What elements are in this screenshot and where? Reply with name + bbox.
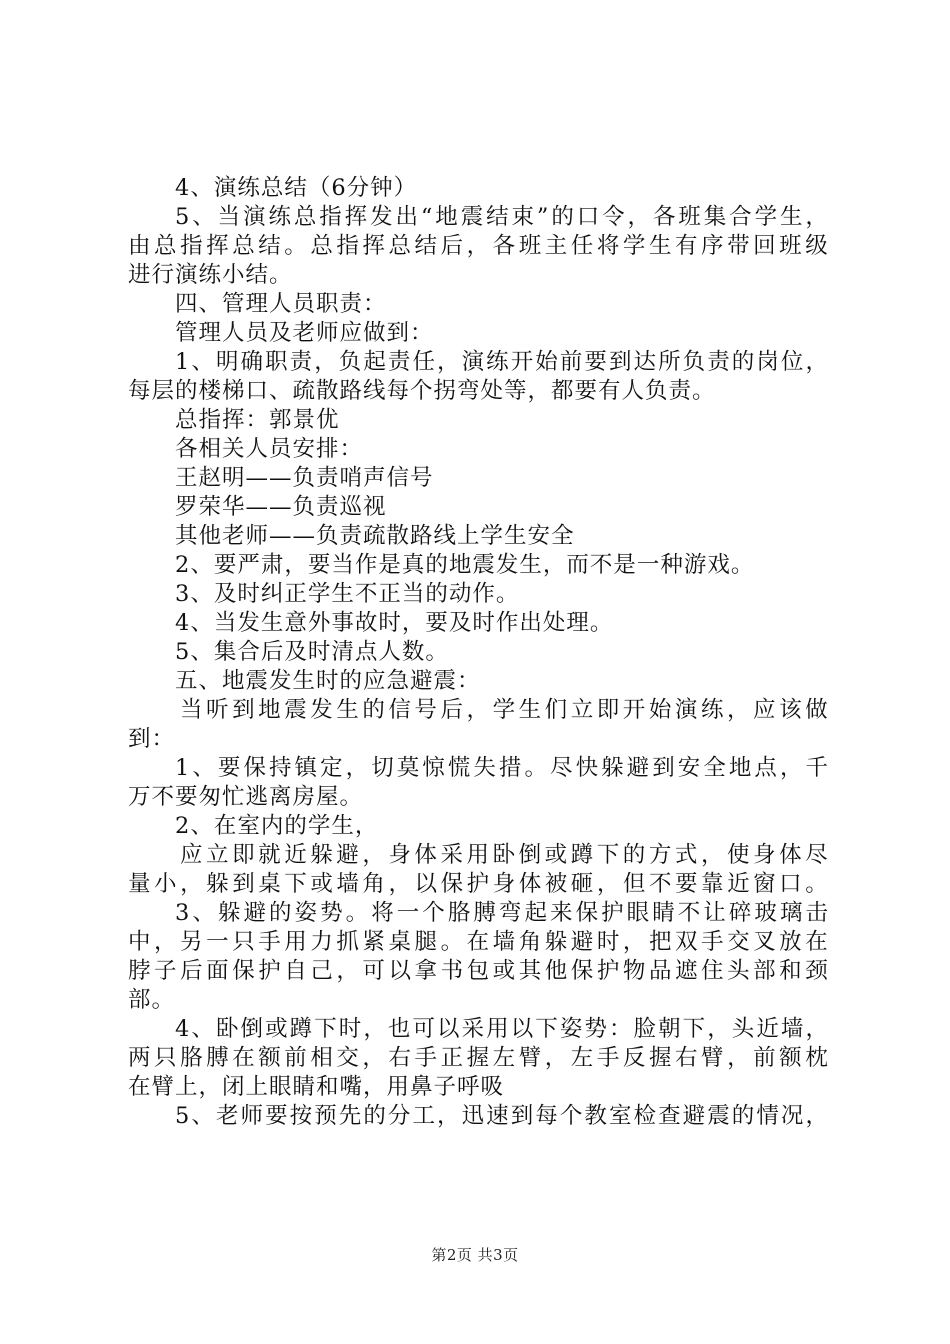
paragraph-line: 其他老师——负责疏散路线上学生安全 <box>175 523 575 549</box>
page-number: 第2页 共3页 <box>431 1246 519 1264</box>
paragraph-line: 每层的楼梯口、疏散路线每个拐弯处等，都要有人负责。 <box>128 378 716 404</box>
paragraph-line: 中 ， 另 一 只 手 用 力 抓 紧 桌 腿 。 在 墙 角 躲 避 时 ， 把 双 手 交 叉 放 在 <box>128 929 828 955</box>
paragraph-line: 2、在室内的学生， <box>175 813 379 839</box>
paragraph-line: 3 、 躲 避 的 姿 势 。 将 一 个 胳 膊 弯 起 来 保 护 眼 睛 不 让 碎 玻 璃 击 <box>175 900 828 926</box>
paragraph-line: 王赵明——负责哨声信号 <box>175 465 434 491</box>
document-body <box>128 174 828 1131</box>
paragraph-line: 5 、 老 师 要 按 预 先 的 分 工 ， 迅 速 到 每 个 教 室 检 查 避 震 的 情 况 ， <box>175 1103 828 1129</box>
paragraph-line: 万不要匆忙逃离房屋。 <box>128 784 364 810</box>
paragraph-line: 由 总 指 挥 总 结 。 总 指 挥 总 结 后 ， 各 班 主 任 将 学 生 有 序 带 回 班 级 <box>128 233 828 259</box>
paragraph-line: 2、要严肃，要当作是真的地震发生，而不是一种游戏。 <box>175 552 755 578</box>
paragraph-line: 1 、 要 保 持 镇 定 ， 切 莫 惊 慌 失 措 。 尽 快 躲 避 到 安 全 地 点 ， 千 <box>175 755 828 781</box>
paragraph-line: 罗荣华——负责巡视 <box>175 494 387 520</box>
paragraph-line: 1 、 明 确 职 责 ， 负 起 责 任 ， 演 练 开 始 前 要 到 达 所 负 责 的 岗 位 ， <box>175 349 828 375</box>
paragraph-line: 4、演练总结（6分钟） <box>175 175 418 201</box>
paragraph-line: 脖 子 后 面 保 护 自 己 ， 可 以 拿 书 包 或 其 他 保 护 物 品 遮 住 头 部 和 颈 <box>128 958 828 984</box>
paragraph-line: 当 听 到 地 震 发 生 的 信 号 后 ， 学 生 们 立 即 开 始 演 练 ， 应 该 做 <box>180 697 828 723</box>
paragraph-line: 部。 <box>128 987 176 1013</box>
section-heading: 四、管理人员职责： <box>175 291 387 317</box>
paragraph-line: 3、及时纠正学生不正当的动作。 <box>175 581 520 607</box>
paragraph-line: 进行演练小结。 <box>128 262 293 288</box>
paragraph-line: 总指挥：郭景优 <box>175 407 340 433</box>
paragraph-line: 4 、 卧 倒 或 蹲 下 时 ， 也 可 以 采 用 以 下 姿 势 ： 脸 朝 下 ， 头 近 墙 ， <box>175 1016 828 1042</box>
paragraph-line: 应 立 即 就 近 躲 避 ， 身 体 采 用 卧 倒 或 蹲 下 的 方 式 ， 使 身 体 尽 <box>180 842 828 868</box>
paragraph-line: 到： <box>128 726 176 752</box>
paragraph-line: 在臂上，闭上眼睛和嘴，用鼻子呼吸 <box>128 1074 505 1100</box>
paragraph-line: 5、集合后及时清点人数。 <box>175 639 449 665</box>
paragraph-line: 5 、 当 演 练 总 指 挥 发 出 “ 地 震 结 束 ” 的 口 令 ， 各 班 集 合 学 生 ， <box>175 204 828 230</box>
paragraph-line: 量 小 ， 躲 到 桌 下 或 墙 角 ， 以 保 护 身 体 被 砸 ， 但 不 要 靠 近 窗 口 。 <box>128 871 828 897</box>
section-heading: 五、地震发生时的应急避震： <box>175 668 481 694</box>
paragraph-line: 各相关人员安排： <box>175 436 364 462</box>
paragraph-line: 管理人员及老师应做到： <box>175 320 434 346</box>
paragraph-line: 两 只 胳 膊 在 额 前 相 交 ， 右 手 正 握 左 臂 ， 左 手 反 握 右 臂 ， 前 额 枕 <box>128 1045 828 1071</box>
paragraph-line: 4、当发生意外事故时，要及时作出处理。 <box>175 610 614 636</box>
